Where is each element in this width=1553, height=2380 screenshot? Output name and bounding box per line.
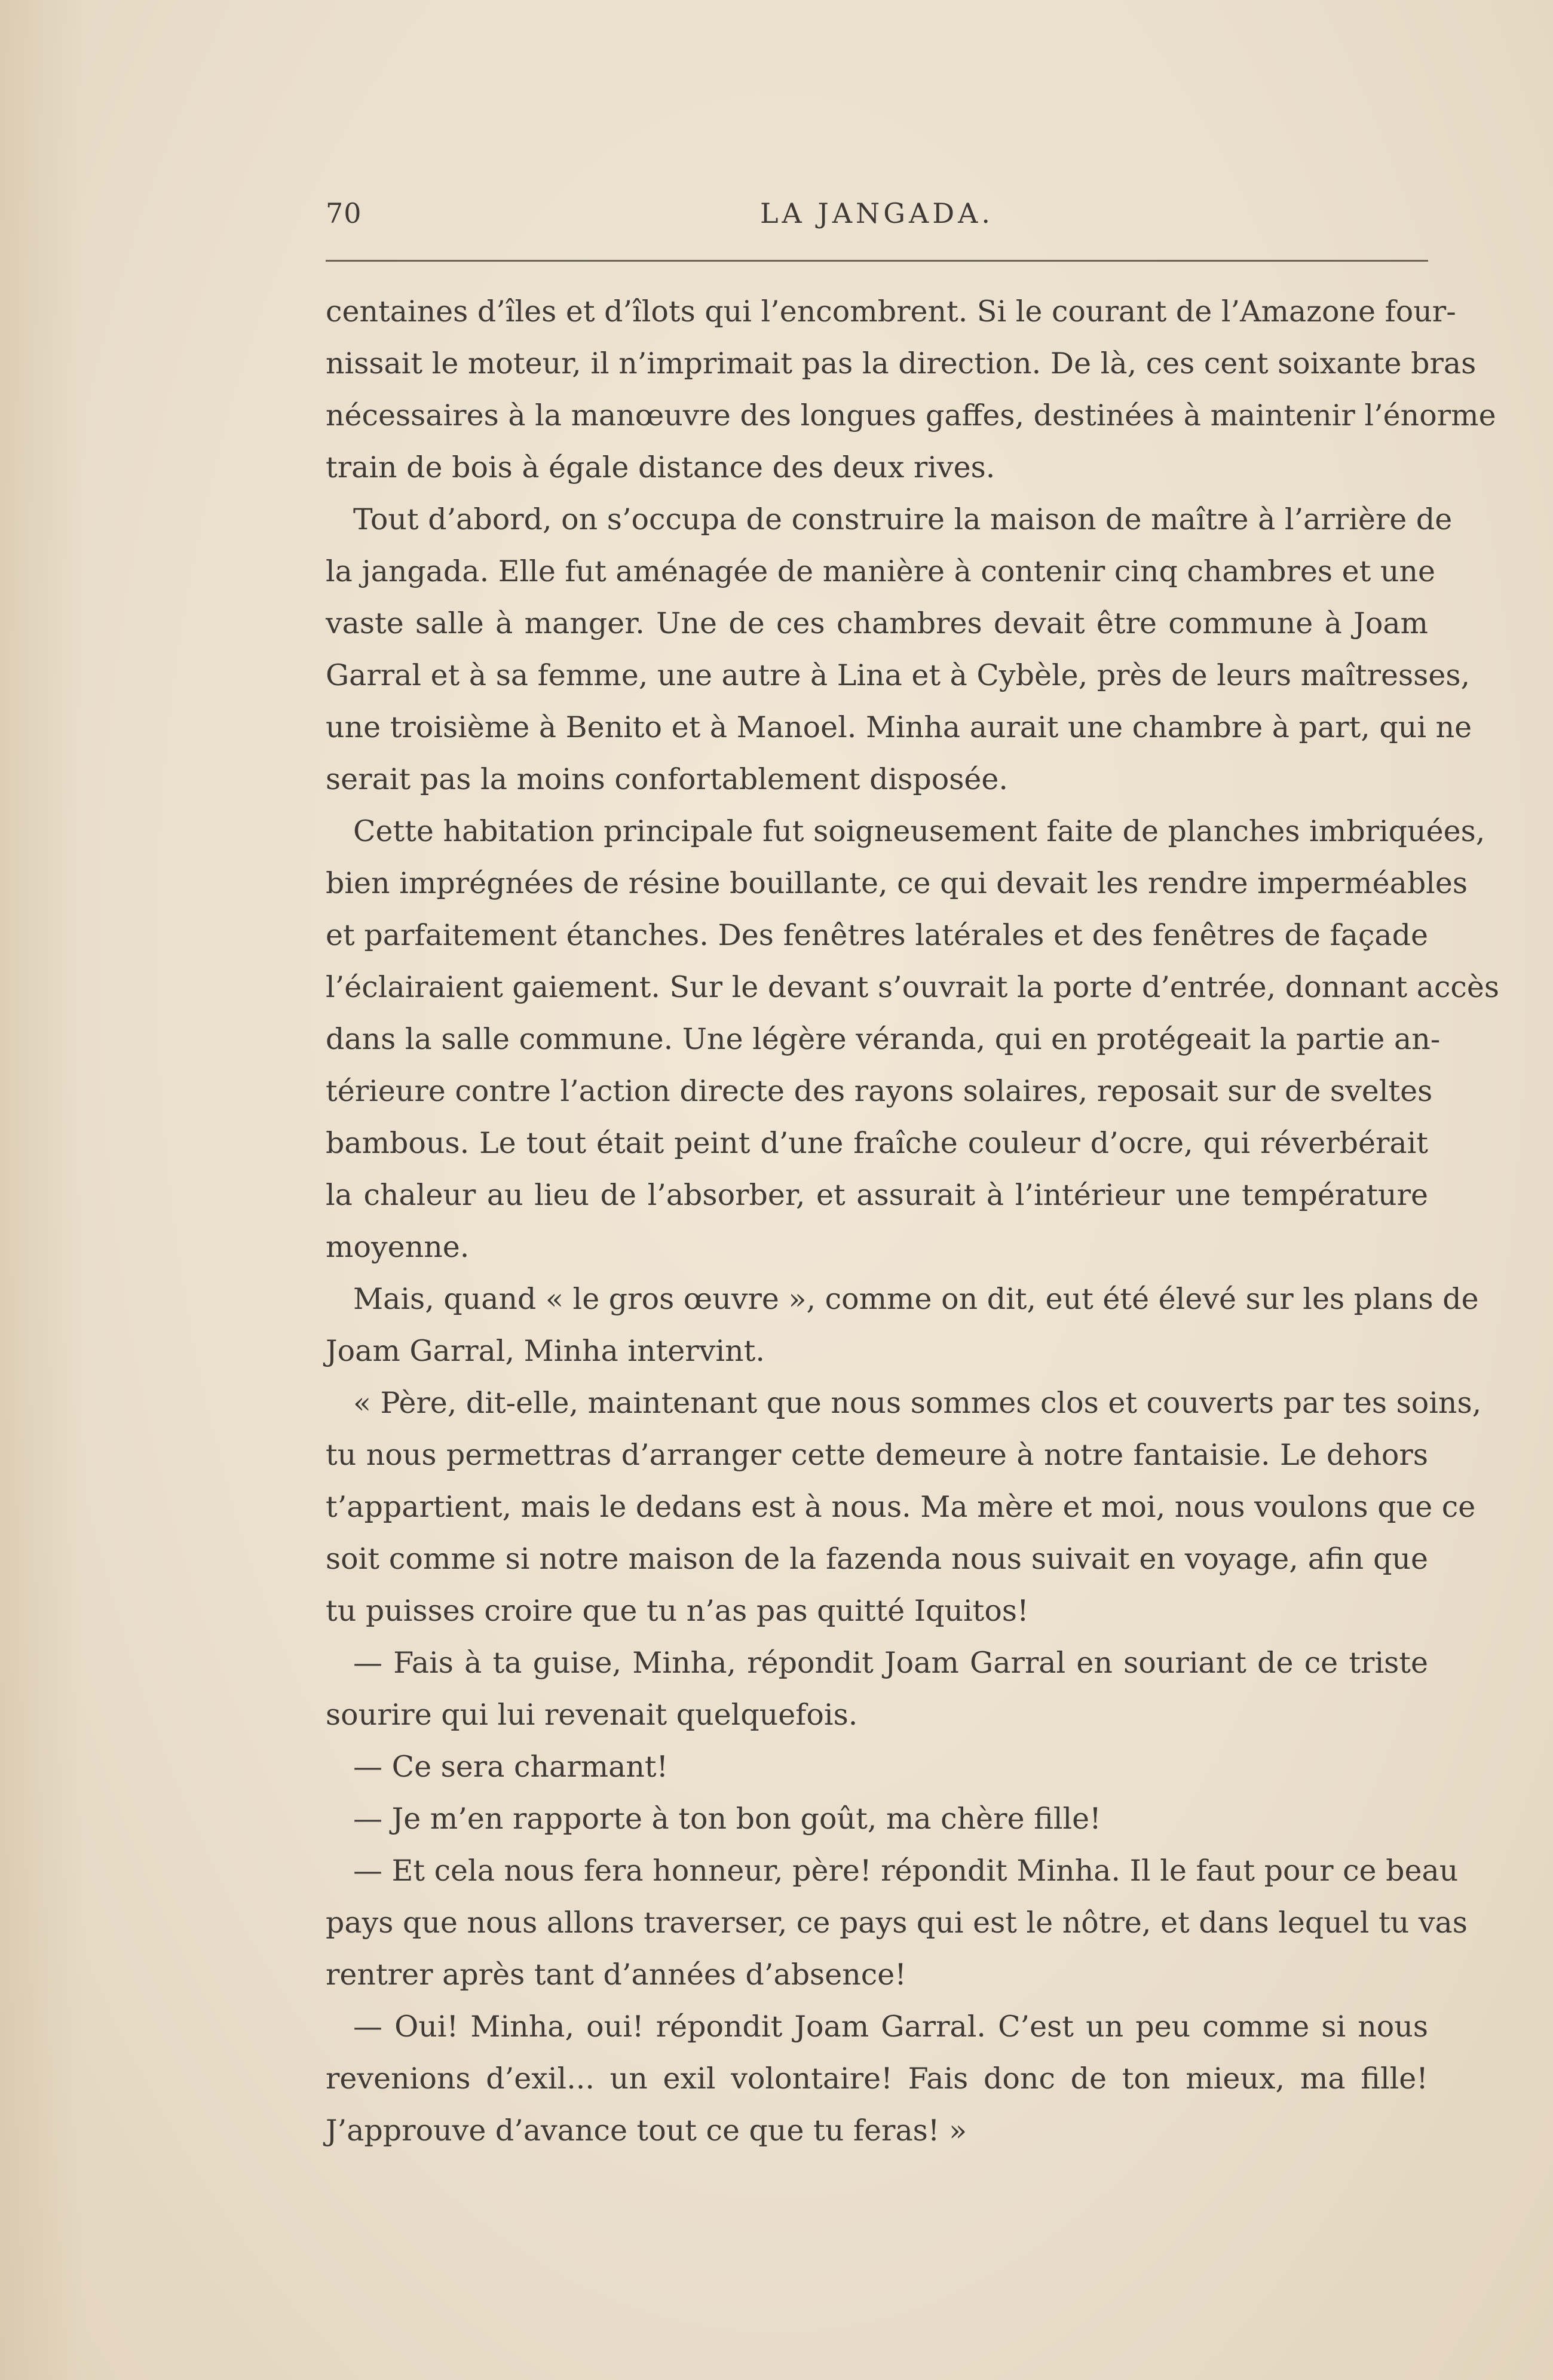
text-line: la jangada. Elle fut aménagée de manière à contenir cinq chambres et une bbox=[326, 554, 1435, 588]
text-line: nissait le moteur, il n’imprimait pas la direction. De là, ces cent soixante bras bbox=[326, 346, 1477, 381]
text-line: l’éclairaient gaiement. Sur le devant s’ouvrait la porte d’entrée, donnant accès bbox=[326, 970, 1500, 1004]
text-line: soit comme si notre maison de la fazenda nous suivait en voyage, afin que bbox=[326, 1542, 1428, 1576]
text-line: tu puisses croire que tu n’as pas quitté Iquitos! bbox=[326, 1594, 1029, 1628]
body-text bbox=[326, 286, 1500, 2157]
text-line: Cette habitation principale fut soigneusement faite de planches imbriquées, bbox=[353, 814, 1485, 848]
text-line: J’approuve d’avance tout ce que tu feras! » bbox=[326, 2114, 967, 2148]
text-line: « Père, dit-elle, maintenant que nous sommes clos et couverts par tes soins, bbox=[353, 1386, 1482, 1420]
text-line: Mais, quand « le gros œuvre », comme on dit, eut été élevé sur les plans de bbox=[353, 1282, 1479, 1316]
text-line: revenions d’exil... un exil volontaire! Fais donc de ton mieux, ma fille! bbox=[326, 2062, 1428, 2096]
text-line: Tout d’abord, on s’occupa de construire la maison de maître à l’arrière de bbox=[353, 502, 1453, 536]
text-line: pays que nous allons traverser, ce pays qui est le nôtre, et dans lequel tu vas bbox=[326, 1906, 1468, 1940]
text-line: térieure contre l’action directe des rayons solaires, reposait sur de sveltes bbox=[326, 1074, 1433, 1108]
text-line: — Je m’en rapporte à ton bon goût, ma chère fille! bbox=[353, 1802, 1101, 1836]
text-line: bambous. Le tout était peint d’une fraîche couleur d’ocre, qui réverbérait bbox=[326, 1126, 1428, 1160]
text-line: la chaleur au lieu de l’absorber, et assurait à l’intérieur une température bbox=[326, 1178, 1428, 1212]
text-line: serait pas la moins confortablement disposée. bbox=[326, 762, 1008, 796]
text-line: — Et cela nous fera honneur, père! répondit Minha. Il le faut pour ce beau bbox=[353, 1854, 1459, 1888]
header-rule bbox=[326, 260, 1428, 262]
text-line: sourire qui lui revenait quelquefois. bbox=[326, 1698, 858, 1732]
text-line: dans la salle commune. Une légère véranda, qui en protégeait la partie an- bbox=[326, 1022, 1441, 1056]
text-line: moyenne. bbox=[326, 1230, 470, 1264]
text-line: — Fais à ta guise, Minha, répondit Joam Garral en souriant de ce triste bbox=[353, 1646, 1428, 1680]
text-line: une troisième à Benito et à Manoel. Minha aurait une chambre à part, qui ne bbox=[326, 710, 1472, 744]
text-line: vaste salle à manger. Une de ces chambres devait être commune à Joam bbox=[326, 606, 1428, 640]
text-line: — Ce sera charmant! bbox=[353, 1750, 669, 1784]
text-line: bien imprégnées de résine bouillante, ce qui devait les rendre imperméables bbox=[326, 866, 1468, 900]
text-line: t’appartient, mais le dedans est à nous. Ma mère et moi, nous voulons que ce bbox=[326, 1490, 1476, 1524]
page-header bbox=[326, 197, 1428, 239]
text-line: tu nous permettras d’arranger cette demeure à notre fantaisie. Le dehors bbox=[326, 1438, 1428, 1472]
running-title: LA JANGADA. bbox=[760, 197, 994, 229]
text-line: centaines d’îles et d’îlots qui l’encombrent. Si le courant de l’Amazone four- bbox=[326, 295, 1456, 329]
text-line: — Oui! Minha, oui! répondit Joam Garral. C’est un peu comme si nous bbox=[353, 2010, 1428, 2044]
text-line: Garral et à sa femme, une autre à Lina et à Cybèle, près de leurs maîtresses, bbox=[326, 658, 1471, 692]
text-line: Joam Garral, Minha intervint. bbox=[326, 1334, 765, 1368]
text-line: rentrer après tant d’années d’absence! bbox=[326, 1958, 906, 1992]
page-number: 70 bbox=[326, 197, 362, 229]
page-edge-shade bbox=[0, 0, 84, 2380]
text-line: train de bois à égale distance des deux rives. bbox=[326, 450, 995, 484]
text-line: nécessaires à la manœuvre des longues gaffes, destinées à maintenir l’énorme bbox=[326, 398, 1496, 433]
text-line: et parfaitement étanches. Des fenêtres latérales et des fenêtres de façade bbox=[326, 918, 1428, 952]
